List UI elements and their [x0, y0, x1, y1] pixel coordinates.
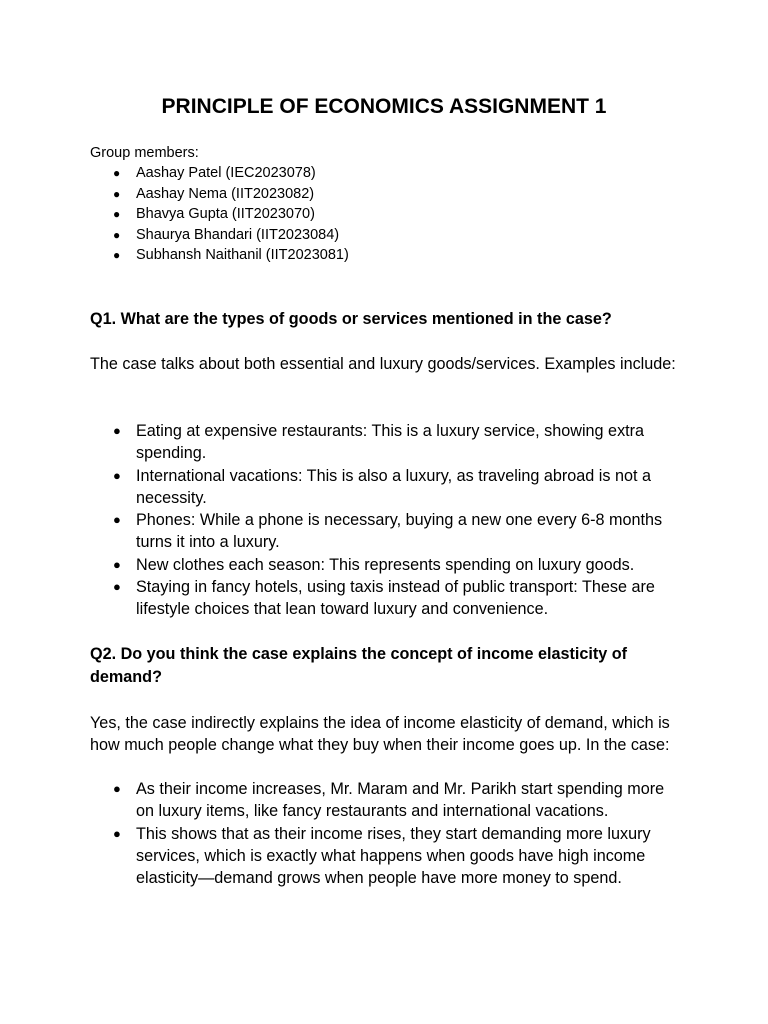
list-item [0, 823, 676, 890]
member-name: Aashay Nema (IIT2023082) [136, 185, 315, 202]
member-name: Shaurya Bhandari (IIT2023084) [136, 226, 340, 243]
bullet-icon: ● [113, 207, 121, 221]
bullet-icon: ● [113, 825, 121, 841]
group-members-list [0, 163, 349, 266]
bullet-icon: ● [113, 227, 121, 242]
q2-intro: Yes, the case indirectly explains the idea of income elasticity of demand, which is how much people change what they buy when their income goes up. In the case: [90, 714, 670, 754]
list-item [0, 245, 349, 266]
example-text: Eating at expensive restaurants: This is a luxury service, showing extra spending. [136, 422, 645, 463]
example-text: International vacations: This is also a luxury, as traveling abroad is not a necessity. [136, 466, 651, 507]
list-item [0, 204, 349, 225]
bullet-icon: ● [113, 781, 121, 796]
page-title: PRINCIPLE OF ECONOMICS ASSIGNMENT 1 [161, 95, 607, 118]
q1-examples-list [0, 420, 676, 621]
member-name: Aashay Patel (IEC2023078) [136, 165, 316, 181]
bullet-icon: ● [113, 186, 121, 201]
list-item [0, 576, 676, 621]
q1-heading: Q1. What are the types of goods or services mentioned in the case? [90, 310, 612, 328]
example-text: Phones: While a phone is necessary, buying a new one every 6-8 months turns it into a luxury. [136, 511, 663, 552]
bullet-icon: ● [113, 248, 121, 262]
list-item [0, 778, 676, 823]
list-item [0, 509, 676, 554]
bullet-icon: ● [113, 166, 121, 180]
q2-points-list [0, 778, 676, 889]
bullet-icon: ● [113, 556, 121, 572]
q1-intro: The case talks about both essential and luxury goods/services. Examples include: [90, 355, 676, 373]
point-text: This shows that as their income rises, they start demanding more luxury services, which is exactly what happens when goods have high income elasticity—demand grows when people have more money to spend. [136, 824, 651, 888]
member-name: Subhansh Naithanil (IIT2023081) [136, 247, 349, 263]
list-item [0, 420, 676, 465]
point-text: As their income increases, Mr. Maram and Mr. Parikh start spending more on luxury items, like fancy restaurants and international vacations. [136, 780, 665, 821]
list-item [0, 184, 349, 205]
list-item [0, 225, 349, 246]
example-text: Staying in fancy hotels, using taxis instead of public transport: These are lifestyle choices that lean toward luxury and convenience. [136, 578, 655, 619]
q2-heading: Q2. Do you think the case explains the concept of income elasticity of demand? [90, 645, 628, 686]
list-item [0, 465, 676, 510]
bullet-icon: ● [113, 512, 121, 528]
list-item [0, 163, 349, 184]
bullet-icon: ● [113, 579, 121, 595]
bullet-icon: ● [113, 467, 121, 483]
group-members-label: Group members: [90, 145, 199, 161]
member-name: Bhavya Gupta (IIT2023070) [136, 206, 315, 222]
bullet-icon: ● [113, 423, 121, 438]
example-text: New clothes each season: This represents spending on luxury goods. [136, 555, 635, 574]
list-item [0, 554, 676, 576]
